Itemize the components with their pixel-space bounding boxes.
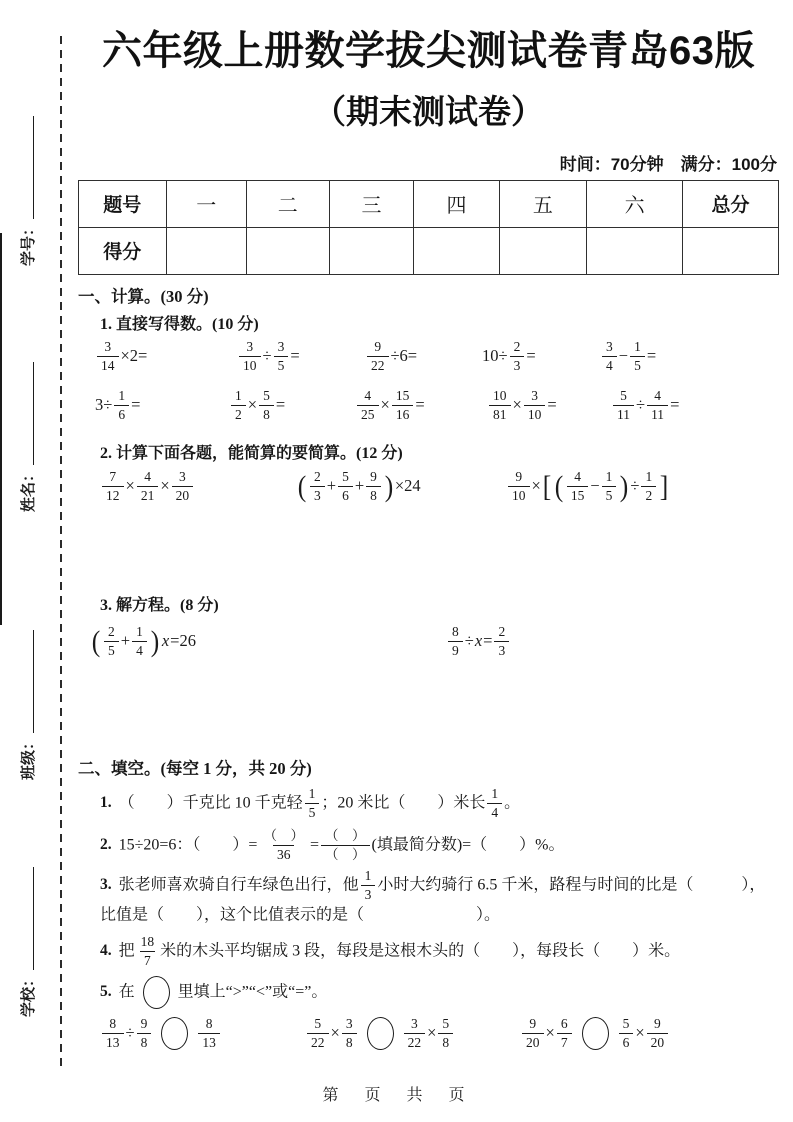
math-expression bbox=[100, 470, 195, 503]
q5-comparisons bbox=[78, 1017, 779, 1067]
math-text: − bbox=[590, 476, 600, 496]
fraction: $\frac{4}{25}$ bbox=[357, 389, 379, 422]
student-class-label: 班级： bbox=[19, 734, 37, 780]
fraction: 2 3 bbox=[310, 470, 325, 503]
fraction: $\frac{1}{6}$ bbox=[114, 389, 129, 422]
score-table-header: 总分 bbox=[683, 180, 779, 227]
paper-title: 六年级上册数学拔尖测试卷青岛63版 bbox=[102, 29, 755, 73]
item-number: 4. bbox=[100, 941, 112, 959]
math-text: 米的木头平均锯成 3 段，每段是这根木头的（ ），每段长（ ）米。 bbox=[160, 942, 681, 960]
score-cell bbox=[166, 227, 247, 274]
fraction: $\frac{9}{8}$ bbox=[366, 470, 381, 503]
paper-subtitle: （期末测试卷） bbox=[313, 93, 544, 130]
paper-content bbox=[78, 0, 779, 1067]
score-cell bbox=[414, 227, 499, 274]
fraction: $\frac{9}{20}$ bbox=[522, 1017, 544, 1050]
q2-heading: 2. 计算下面各题，能简算的要简算。(12 分) bbox=[100, 444, 403, 462]
bracket: ( bbox=[554, 469, 564, 503]
score-table-header-row bbox=[79, 180, 779, 227]
fraction: $\frac{8}{9}$ bbox=[448, 625, 463, 658]
write-in-blank bbox=[20, 630, 33, 733]
math-text: ×2= bbox=[120, 346, 148, 366]
math-text: × bbox=[380, 395, 390, 415]
variable: x bbox=[161, 631, 170, 651]
fraction: $\frac{18}{7}$ bbox=[140, 933, 155, 969]
math-text: + bbox=[326, 476, 337, 496]
score-table-header: 一 bbox=[166, 180, 247, 227]
bracket: ) bbox=[384, 469, 394, 503]
math-equation bbox=[446, 625, 511, 658]
comparison-problem bbox=[520, 1017, 670, 1050]
math-problem bbox=[487, 389, 557, 422]
math-text: = bbox=[646, 346, 657, 366]
compare-circle bbox=[161, 1017, 188, 1050]
math-problem bbox=[482, 340, 536, 373]
math-text: 10÷ bbox=[482, 346, 508, 366]
fraction: $\frac{1}{4}$ bbox=[487, 787, 502, 820]
student-name-label: 姓名： bbox=[19, 466, 37, 512]
q3-equations bbox=[78, 625, 779, 671]
bracket: ( bbox=[91, 624, 101, 658]
comparison-problem bbox=[100, 1017, 222, 1050]
fraction: $\frac{5}{8}$ bbox=[438, 1017, 453, 1050]
fraction: $\frac{3}{14}$ bbox=[97, 340, 119, 373]
bracket: [ bbox=[542, 469, 552, 503]
math-text: 在 bbox=[118, 983, 135, 1001]
fraction: $\frac{3}{5}$ bbox=[274, 340, 289, 373]
fraction: $\frac{4}{21}$ bbox=[137, 470, 159, 503]
q3-heading: 3. 解方程。(8 分) bbox=[100, 596, 219, 614]
fraction: $\frac{5}{22}$ bbox=[307, 1017, 329, 1050]
fraction: $\frac{9}{20}$ bbox=[647, 1017, 669, 1050]
fraction: $\frac{10}{81}$ bbox=[489, 389, 511, 422]
fraction: $\frac{1}{5}$ bbox=[305, 787, 320, 820]
math-text: ；20 米比（ ）米长 bbox=[321, 794, 486, 812]
score-table-header: 四 bbox=[414, 180, 499, 227]
score-table-header: 五 bbox=[499, 180, 587, 227]
math-text: × bbox=[545, 1023, 555, 1043]
math-text: ÷ bbox=[630, 476, 640, 496]
bracket: ( bbox=[297, 469, 307, 503]
fraction: $\frac{3}{22}$ bbox=[404, 1017, 426, 1050]
comparison-problem bbox=[305, 1017, 455, 1050]
bracket: ] bbox=[659, 469, 669, 503]
math-text: (填最简分数)=（ ）%。 bbox=[371, 836, 565, 854]
student-number-label: 学号： bbox=[19, 220, 37, 266]
q1-heading: 1. 直接写得数。(10 分) bbox=[100, 315, 259, 333]
compare-circle bbox=[367, 1017, 394, 1050]
score-cell bbox=[499, 227, 587, 274]
math-problem bbox=[600, 340, 656, 373]
score-table bbox=[78, 180, 779, 275]
fill-text bbox=[119, 983, 328, 1000]
math-problem bbox=[237, 340, 300, 373]
math-expression bbox=[506, 470, 670, 503]
page-edge-line bbox=[0, 233, 2, 625]
fill-text bbox=[100, 867, 766, 924]
math-text: × bbox=[427, 1023, 437, 1043]
student-field-school bbox=[16, 867, 38, 1017]
fraction: $\frac{4}{11}$ bbox=[647, 389, 668, 422]
math-text: 把 bbox=[118, 942, 135, 960]
math-problem bbox=[95, 389, 140, 422]
q1-row1 bbox=[78, 340, 779, 383]
math-equation bbox=[90, 625, 196, 658]
math-text: − bbox=[618, 346, 629, 366]
fraction: $\frac{5}{6}$ bbox=[338, 470, 353, 503]
math-text: × bbox=[531, 476, 541, 496]
math-text: 小时大约骑行 6.5 千米，路程与时间的比是（ ），比值是（ ），这个比值表示的是（ ）。 bbox=[100, 876, 766, 924]
score-cell bbox=[683, 227, 779, 274]
score-cell bbox=[247, 227, 330, 274]
math-expression bbox=[296, 470, 421, 503]
math-text: ×24 bbox=[394, 476, 421, 496]
q2-expressions bbox=[78, 470, 779, 520]
section1-heading: 一、计算。(30 分) bbox=[78, 286, 209, 306]
score-table-header: 二 bbox=[247, 180, 330, 227]
q1-row2 bbox=[78, 389, 779, 432]
math-text: ÷ bbox=[464, 631, 474, 651]
fraction: （ ） （ ） bbox=[321, 829, 370, 862]
fill-item-2 bbox=[78, 829, 779, 862]
math-problem bbox=[611, 389, 679, 422]
page-footer: 第 页 共 页 bbox=[322, 1087, 471, 1104]
math-text: ÷ bbox=[636, 395, 646, 415]
math-text: + bbox=[354, 476, 365, 496]
item-number: 1. bbox=[100, 793, 112, 811]
math-text: 15÷20=6：（ ）= bbox=[118, 836, 258, 854]
fraction: 2 5 bbox=[104, 625, 119, 658]
math-problem bbox=[355, 389, 425, 422]
fraction: $\frac{5}{8}$ bbox=[259, 389, 274, 422]
bracket: ) bbox=[150, 624, 160, 658]
fraction: $\frac{5}{6}$ bbox=[619, 1017, 634, 1050]
math-text: = bbox=[415, 395, 425, 415]
write-in-blank bbox=[20, 116, 33, 219]
fraction: $\frac{3}{10}$ bbox=[524, 389, 546, 422]
variable: x bbox=[474, 631, 483, 651]
fraction: $\frac{9}{10}$ bbox=[508, 470, 530, 503]
math-text: 。 bbox=[504, 794, 521, 812]
fraction: $\frac{1}{5}$ bbox=[630, 340, 645, 373]
score-cell bbox=[587, 227, 683, 274]
score-table-header: 六 bbox=[587, 180, 683, 227]
fraction: $\frac{7}{12}$ bbox=[102, 470, 124, 503]
math-text: 3÷ bbox=[95, 395, 113, 415]
compare-circle bbox=[143, 976, 170, 1009]
write-in-blank bbox=[20, 867, 33, 970]
math-text: （ ）千克比 10 千克轻 bbox=[118, 794, 303, 812]
math-text: + bbox=[120, 631, 131, 651]
item-number: 5. bbox=[100, 982, 112, 1000]
math-text: = bbox=[483, 631, 493, 651]
fill-item-3 bbox=[78, 869, 779, 928]
math-text: × bbox=[125, 476, 135, 496]
fraction: $\frac{1}{3}$ bbox=[361, 869, 376, 902]
item-number: 2. bbox=[100, 835, 112, 853]
fill-text bbox=[118, 827, 565, 863]
score-cell bbox=[329, 227, 414, 274]
fraction: $\frac{8}{13}$ bbox=[102, 1017, 124, 1050]
fraction: 8 13 bbox=[198, 1017, 220, 1050]
math-text: = bbox=[275, 395, 286, 415]
fraction: $\frac{2}{3}$ bbox=[494, 625, 509, 658]
fraction: $\frac{6}{7}$ bbox=[557, 1017, 572, 1050]
fraction: $\frac{5}{11}$ bbox=[613, 389, 634, 422]
student-school-label: 学校： bbox=[19, 971, 37, 1017]
math-text: =26 bbox=[170, 631, 196, 651]
binding-dashed-line bbox=[60, 36, 62, 1068]
math-text: × bbox=[330, 1023, 340, 1043]
student-field-class bbox=[16, 630, 38, 780]
fraction: $\frac{3}{10}$ bbox=[239, 340, 261, 373]
fraction: $\frac{9}{8}$ bbox=[137, 1017, 152, 1050]
compare-circle bbox=[582, 1017, 609, 1050]
score-row-label: 得分 bbox=[79, 227, 167, 274]
math-text: = bbox=[290, 346, 300, 366]
fill-item-5 bbox=[78, 976, 779, 1009]
section2-heading: 二、填空。(每空 1 分，共 20 分) bbox=[78, 758, 312, 778]
math-text: × bbox=[160, 476, 170, 496]
math-text: × bbox=[635, 1023, 645, 1043]
fill-text bbox=[118, 785, 521, 821]
fraction: $\frac{2}{3}$ bbox=[510, 340, 525, 373]
fraction: $\frac{3}{8}$ bbox=[342, 1017, 357, 1050]
fraction: $\frac{1}{4}$ bbox=[132, 625, 147, 658]
math-text: = bbox=[547, 395, 557, 415]
item-number: 3. bbox=[100, 875, 112, 893]
score-table-score-row bbox=[79, 227, 779, 274]
math-problem bbox=[229, 389, 285, 422]
fraction: $\frac{3}{20}$ bbox=[172, 470, 194, 503]
score-table-header: 三 bbox=[329, 180, 414, 227]
student-field-name bbox=[16, 362, 38, 512]
math-text: = bbox=[526, 346, 536, 366]
math-text: = bbox=[131, 395, 141, 415]
math-problem bbox=[95, 340, 147, 373]
time-score-info: 时间：70分钟 满分：100分 bbox=[559, 154, 777, 174]
student-field-number bbox=[16, 116, 38, 266]
math-text: 里填上“>”“<”或“=”。 bbox=[177, 983, 328, 1001]
fraction: $\frac{15}{16}$ bbox=[392, 389, 414, 422]
bracket: ) bbox=[620, 469, 629, 503]
write-in-blank bbox=[20, 362, 33, 465]
math-text: × bbox=[247, 395, 258, 415]
math-text: ÷6= bbox=[390, 346, 418, 366]
fill-item-1 bbox=[78, 787, 779, 820]
fraction: $\frac{9}{22}$ bbox=[367, 340, 389, 373]
math-problem bbox=[365, 340, 417, 373]
fill-text bbox=[118, 933, 681, 969]
math-text: = bbox=[309, 836, 319, 854]
fraction: 3 4 bbox=[602, 340, 617, 373]
score-table-header: 题号 bbox=[79, 180, 167, 227]
math-text: = bbox=[670, 395, 680, 415]
fraction: $\frac{1}{2}$ bbox=[641, 470, 656, 503]
math-text: ÷ bbox=[262, 346, 272, 366]
fraction: $\frac{1}{2}$ bbox=[231, 389, 246, 422]
fraction: （ ） 36 bbox=[263, 827, 304, 863]
fraction: $\frac{1}{5}$ bbox=[602, 470, 617, 503]
math-text: 张老师喜欢骑自行车绿色出行，他 bbox=[118, 876, 359, 894]
math-text: × bbox=[512, 395, 522, 415]
fraction: 4 15 bbox=[567, 470, 589, 503]
fill-item-4 bbox=[78, 935, 779, 968]
math-text: ÷ bbox=[125, 1023, 135, 1043]
